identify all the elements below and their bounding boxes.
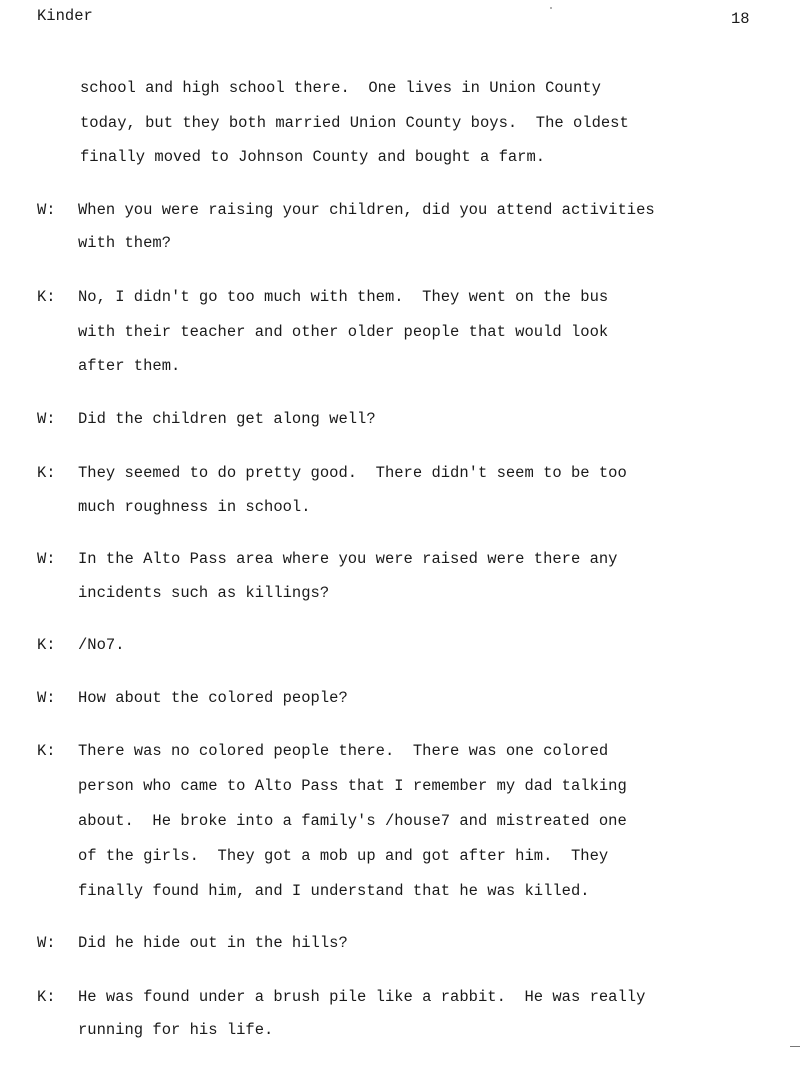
dialogue-line: He was found under a brush pile like a rabbit. He was really [78,988,646,1006]
continuation-line: school and high school there. One lives in Union County [80,79,601,97]
header-interviewee-name: Kinder [37,7,93,25]
dialogue-line: with their teacher and other older people that would look [78,323,609,341]
page-number: 18 [731,10,750,28]
dialogue-line: How about the colored people? [78,689,348,707]
dialogue-line: incidents such as killings? [78,584,330,602]
dialogue-line: much roughness in school. [78,498,311,516]
speaker-label: K: [37,288,56,306]
scan-speck [550,7,552,9]
dialogue-line: of the girls. They got a mob up and got after him. They [78,847,609,865]
dialogue-line: /No7. [78,636,125,654]
dialogue-line: after them. [78,357,181,375]
speaker-label: W: [37,410,56,428]
page-edge-mark [790,1046,800,1047]
dialogue-line: person who came to Alto Pass that I remember my dad talking [78,777,627,795]
speaker-label: K: [37,742,56,760]
speaker-label: K: [37,636,56,654]
speaker-label: W: [37,201,56,219]
dialogue-line: No, I didn't go too much with them. They went on the bus [78,288,609,306]
dialogue-line: They seemed to do pretty good. There didn't seem to be too [78,464,627,482]
speaker-label: W: [37,550,56,568]
dialogue-line: Did the children get along well? [78,410,376,428]
continuation-line: today, but they both married Union County boys. The oldest [80,114,629,132]
dialogue-line: There was no colored people there. There was one colored [78,742,609,760]
speaker-label: K: [37,988,56,1006]
dialogue-line: with them? [78,234,172,252]
dialogue-line: finally found him, and I understand that he was killed. [78,882,590,900]
dialogue-line: running for his life. [78,1021,274,1039]
speaker-label: W: [37,689,56,707]
speaker-label: W: [37,934,56,952]
dialogue-line: In the Alto Pass area where you were raised were there any [78,550,618,568]
dialogue-line: about. He broke into a family's /house7 and mistreated one [78,812,627,830]
speaker-label: K: [37,464,56,482]
dialogue-line: Did he hide out in the hills? [78,934,348,952]
continuation-line: finally moved to Johnson County and bought a farm. [80,148,546,166]
dialogue-line: When you were raising your children, did you attend activities [78,201,655,219]
